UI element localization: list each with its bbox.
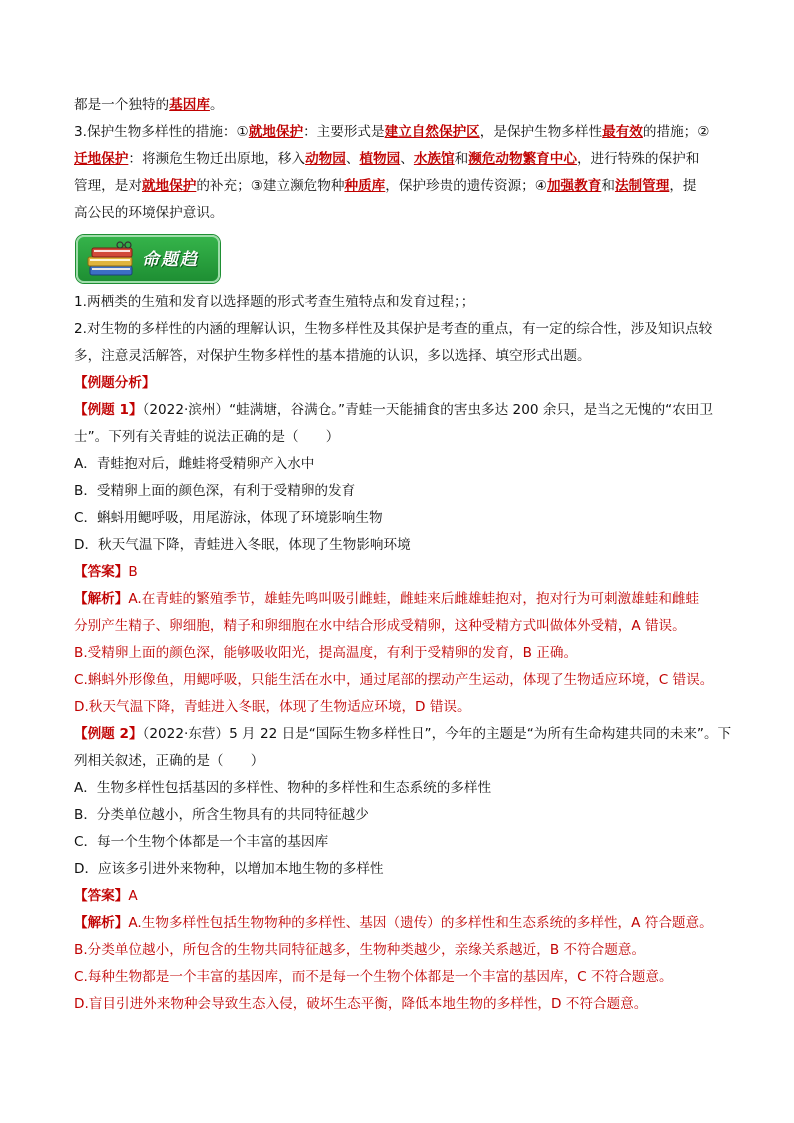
keyword: 最有效 (602, 124, 643, 140)
q1-analysis-line-1: 【解析】A.在青蛙的繁殖季节，雄蛙先鸣叫吸引雌蛙，雌蛙来后雌雄蛙抱对，抱对行为可刺激雄蛙和雌蛙 (74, 591, 700, 607)
keyword: 水族馆 (413, 151, 455, 167)
q1-analysis-line-3: B.受精卵上面的颜色深，能够吸收阳光，提高温度，有利于受精卵的发育，B 正确。 (74, 645, 578, 661)
keyword: 种质库 (344, 178, 386, 194)
q2-option-d: D．应该多引进外来物种，以增加本地生物的多样性 (74, 861, 384, 877)
q1-tag: 【例题 1】 (74, 402, 143, 418)
q1-analysis-line-2: 分别产生精子、卵细胞，精子和卵细胞在水中结合形成受精卵，这种受精方式叫做体外受精，A 错误。 (74, 618, 686, 634)
q1-option-a: A．青蛙抱对后，雌蛙将受精卵产入水中 (74, 456, 315, 472)
trend-item-2-line-1: 2.对生物的多样性的内涵的理解认识，生物多样性及其保护是考查的重点，有一定的综合性，涉及知识点较 (74, 321, 713, 337)
q1-analysis-line-5: D.秋天气温下降，青蛙进入冬眠，体现了生物适应环境，D 错误。 (74, 699, 471, 715)
keyword: 法制管理 (614, 178, 670, 194)
measures-line-4: 高公民的环境保护意识。 (74, 205, 224, 221)
trend-item-2-line-2: 多，注意灵活解答，对保护生物多样性的基本措施的认识，多以选择、填空形式出题。 (74, 348, 591, 364)
trend-badge (76, 235, 220, 283)
measures-line-1: 3.保护生物多样性的措施：①就地保护：主要形式是建立自然保护区，是保护生物多样性最有效的措施；② (74, 124, 710, 140)
keyword: 就地保护 (248, 124, 304, 140)
keyword: 濒危动物繁育中心 (468, 151, 577, 167)
badge-label: 命题趋 (142, 250, 199, 270)
keyword: 建立自然保护区 (384, 124, 480, 140)
q2-stem-line-2: 列相关叙述，正确的是（ ） (74, 753, 265, 769)
q1-stem-line-2: 士”。下列有关青蛙的说法正确的是（ ） (74, 429, 340, 445)
q2-analysis-line-3: C.每种生物都是一个丰富的基因库，而不是每一个生物个体都是一个丰富的基因库，C 不符合题意。 (74, 969, 673, 985)
q1-option-d: D．秋天气温下降，青蛙进入冬眠，体现了生物影响环境 (74, 537, 411, 553)
intro-line-1: 都是一个独特的基因库。 (74, 97, 224, 113)
keyword: 动物园 (305, 151, 346, 167)
section-title: 【例题分析】 (74, 375, 156, 391)
keyword: 迁地保护 (74, 151, 129, 167)
q1-option-c: C．蝌蚪用鳃呼吸，用尾游泳，体现了环境影响生物 (74, 510, 383, 526)
q2-answer: 【答案】A (74, 888, 138, 904)
q2-analysis-line-1: 【解析】A.生物多样性包括生物物种的多样性、基因（遗传）的多样性和生态系统的多样性，A 符合题意。 (74, 915, 713, 931)
measures-line-2: 迁地保护：将濒危生物迁出原地，移入动物园、植物园、水族馆和濒危动物繁育中心，进行特殊的保护和 (74, 151, 700, 167)
q1-option-b: B．受精卵上面的颜色深，有利于受精卵的发育 (74, 483, 356, 499)
books-icon (86, 240, 138, 278)
q1-stem-line-1: 【例题 1】（2022·滨州）“蛙满塘，谷满仓。”青蛙一天能捕食的害虫多达 200 余只，是当之无愧的“农田卫 (74, 402, 713, 418)
q1-analysis-line-4: C.蝌蚪外形像鱼，用鳃呼吸，只能生活在水中，通过尾部的摆动产生运动，体现了生物适应环境，C 错误。 (74, 672, 714, 688)
measures-line-3: 管理，是对就地保护的补充；③建立濒危物种种质库，保护珍贵的遗传资源；④加强教育和法制管理，提 (74, 178, 697, 194)
q2-stem-line-1: 【例题 2】（2022·东营）5 月 22 日是“国际生物多样性日”，今年的主题是“为所有生命构建共同的未来”。下 (74, 726, 732, 742)
keyword: 就地保护 (141, 178, 197, 194)
keyword: 加强教育 (546, 178, 602, 194)
q2-analysis-line-2: B.分类单位越小，所包含的生物共同特征越多，生物种类越少，亲缘关系越近，B 不符合题意。 (74, 942, 646, 958)
keyword: 植物园 (359, 151, 401, 167)
q2-option-b: B．分类单位越小，所含生物具有的共同特征越少 (74, 807, 369, 823)
document-page (74, 92, 732, 1018)
q2-option-c: C．每一个生物个体都是一个丰富的基因库 (74, 834, 329, 850)
keyword: 基因库 (169, 97, 210, 113)
q2-option-a: A．生物多样性包括基因的多样性、物种的多样性和生态系统的多样性 (74, 780, 492, 796)
q2-tag: 【例题 2】 (74, 726, 143, 742)
q1-answer: 【答案】B (74, 564, 138, 580)
q2-analysis-line-4: D.盲目引进外来物种会导致生态入侵，破坏生态平衡，降低本地生物的多样性，D 不符合题意。 (74, 996, 648, 1012)
trend-item-1: 1.两栖类的生殖和发育以选择题的形式考查生殖特点和发育过程；； (74, 294, 475, 310)
